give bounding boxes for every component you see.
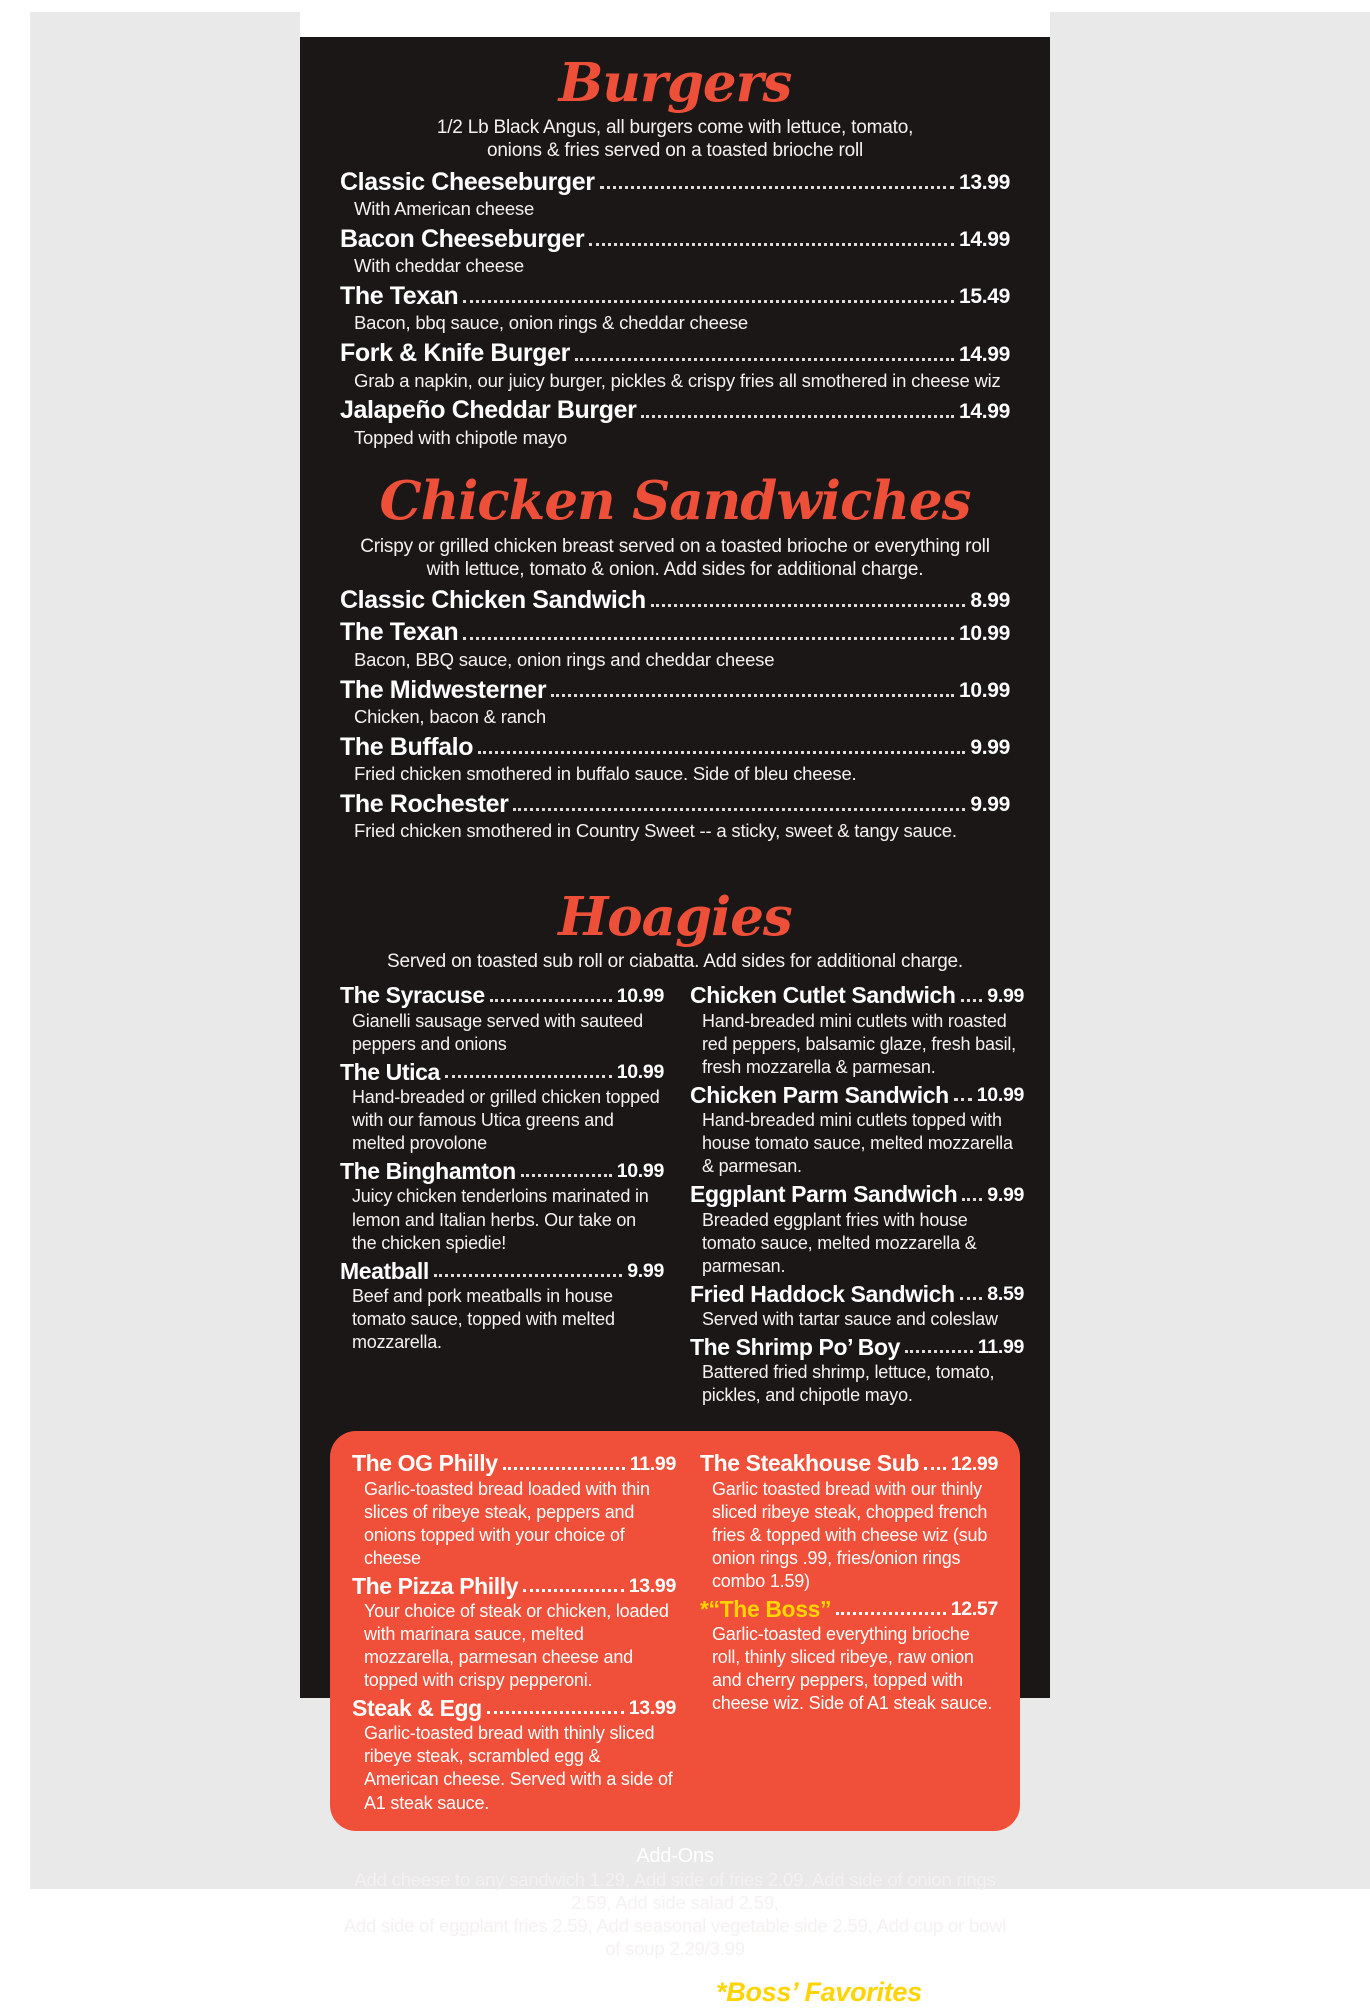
dot-leader: [463, 637, 954, 640]
menu-item-description: Breaded eggplant fries with house tomato sauce, melted mozzarella & parmesan.: [702, 1209, 977, 1276]
item-list: [340, 169, 1010, 450]
menu-item: [340, 734, 1010, 762]
menu-item-price: 9.99: [987, 984, 1025, 1007]
menu-item-description: Garlic toasted bread with our thinly sliced ribeye steak, chopped french fries & topped with cheese wiz (sub onion rings .99, fries/onion rings combo 1.59): [712, 1478, 988, 1591]
menu-item: [340, 340, 1010, 368]
left-column: [340, 979, 664, 1409]
section-intro: [340, 535, 1010, 581]
dot-leader: [487, 1711, 624, 1714]
menu-item-price: 11.99: [977, 1336, 1025, 1359]
menu-item-name: The Steakhouse Sub: [700, 1450, 920, 1477]
menu-item: [700, 1451, 998, 1476]
menu-item: [340, 1060, 664, 1085]
dot-leader: [954, 1098, 972, 1101]
menu-item: [690, 1335, 1024, 1360]
menu-item-name: Classic Cheeseburger: [340, 167, 595, 196]
intro-line: 1/2 Lb Black Angus, all burgers come with lettuce, tomato,: [436, 117, 914, 139]
menu-item-description: Juicy chicken tenderloins marinated in lemon and Italian herbs. Our take on the chicken spiedie!: [352, 1186, 649, 1253]
menu-item-description: Hand-breaded mini cutlets topped with house tomato sauce, melted mozzarella & parmesan.: [702, 1110, 1013, 1177]
footer-note: [340, 1977, 1010, 2008]
dot-leader: [600, 186, 954, 189]
menu-item: [690, 1083, 1024, 1108]
section-title: Burgers: [558, 52, 792, 114]
dot-leader: [434, 1274, 622, 1277]
menu-item-name: The Midwesterner: [340, 675, 547, 704]
menu-item: [340, 1159, 664, 1184]
menu-item-name: Fork & Knife Burger: [340, 339, 570, 368]
menu-item-description: Fried chicken smothered in buffalo sauce. Side of bleu cheese.: [354, 763, 857, 785]
cash-discount-note: 5% CASH DISCOUNT: [428, 1976, 695, 2007]
menu-item-description: Chicken, bacon & ranch: [354, 706, 547, 728]
menu-item-name: Fried Haddock Sandwich: [690, 1280, 955, 1307]
menu-item-name: Steak & Egg: [352, 1695, 482, 1722]
menu-item: [340, 791, 1010, 819]
menu-item-description: Garlic-toasted bread with thinly sliced ribeye steak, scrambled egg & American cheese. Served with a side of A1 steak sauce.: [364, 1723, 673, 1813]
menu-item-price: 8.99: [970, 589, 1010, 613]
menu-item-name: The Binghamton: [340, 1158, 516, 1185]
menu-item-description: Served with tartar sauce and coleslaw: [702, 1308, 998, 1329]
right-column: [690, 979, 1024, 1409]
menu-item: [352, 1574, 676, 1599]
menu-item: [340, 587, 1010, 615]
menu-item-name: Jalapeño Cheddar Burger: [340, 396, 637, 425]
menu-item-description: Garlic-toasted everything brioche roll, thinly sliced ribeye, raw onion and cherry peppers, topped with cheese wiz. Side of A1 steak sauce.: [712, 1624, 993, 1714]
menu-item: [340, 677, 1010, 705]
menu-item-price: 9.99: [627, 1259, 664, 1282]
menu-item-description: Battered fried shrimp, lettuce, tomato, pickles, and chipotle mayo.: [702, 1362, 995, 1406]
two-column-items: [340, 979, 1025, 1409]
section-title: Hoagies: [558, 886, 792, 949]
menu-item: [340, 1259, 664, 1284]
menu-item-price: 9.99: [970, 736, 1010, 760]
menu-item: [690, 1182, 1024, 1207]
dot-leader: [962, 1198, 982, 1201]
section-title: Chicken Sandwiches: [379, 470, 971, 533]
menu-item: [340, 283, 1010, 311]
dot-leader: [463, 300, 954, 303]
menu-panel: [300, 37, 1050, 2007]
menu-item-price: 13.99: [628, 1697, 676, 1720]
menu-item-name: Eggplant Parm Sandwich: [690, 1181, 958, 1208]
dot-leader: [641, 415, 954, 418]
dot-leader: [523, 1589, 624, 1592]
menu-item-price: 12.57: [950, 1598, 998, 1621]
menu-item-price: 11.99: [629, 1452, 676, 1475]
intro-line: with lettuce, tomato & onion. Add sides for additional charge.: [426, 558, 924, 580]
addons-title: Add-Ons: [636, 1844, 714, 1867]
menu-item-description: With cheddar cheese: [354, 255, 524, 277]
menu-item-price: 9.99: [970, 793, 1010, 817]
specials-left-column: [352, 1447, 676, 1816]
addons-line: Add cheese to any sandwich 1.29, Add side of fries 2.09, Add side of onion rings 2.59, Add side salad 2.59,: [354, 1868, 996, 1913]
menu-item: [340, 169, 1010, 197]
item-list: [340, 587, 1010, 843]
dot-leader: [924, 1467, 946, 1470]
section-intro: [340, 116, 1010, 162]
menu-item-price: 14.99: [958, 399, 1010, 423]
menu-item-description: Topped with chipotle mayo: [354, 426, 568, 448]
menu-item: [340, 397, 1010, 425]
menu-item-name: The Rochester: [340, 789, 509, 818]
dot-leader: [478, 751, 965, 754]
menu-item-price: 12.99: [950, 1452, 998, 1475]
menu-item-name: The Pizza Philly: [352, 1572, 519, 1599]
menu-item-description: Beef and pork meatballs in house tomato sauce, topped with melted mozzarella.: [352, 1285, 615, 1352]
menu-item: [352, 1451, 676, 1476]
menu-item-name: The Shrimp Po’ Boy: [690, 1333, 901, 1360]
menu-item-description: Your choice of steak or chicken, loaded with marinara sauce, melted mozzarella, parmesan cheese and topped with crispy pepperoni.: [364, 1601, 669, 1691]
dot-leader: [445, 1075, 612, 1078]
menu-item-price: 13.99: [628, 1575, 676, 1597]
dot-leader: [836, 1612, 946, 1615]
dot-leader: [960, 1297, 983, 1300]
dot-leader: [589, 243, 954, 246]
boss-favorites-note: *Boss’ Favorites: [716, 1976, 922, 2007]
dot-leader: [651, 604, 966, 607]
dot-leader: [961, 999, 983, 1002]
menu-item-description: Bacon, bbq sauce, onion rings & cheddar cheese: [354, 312, 748, 334]
menu-item-description: Gianelli sausage served with sauteed peppers and onions: [352, 1010, 643, 1054]
menu-item: [340, 983, 664, 1008]
menu-item-price: 10.99: [616, 984, 664, 1007]
menu-item: [690, 983, 1024, 1008]
menu-item-description: Grab a napkin, our juicy burger, pickles & crispy fries all smothered in cheese wiz: [354, 369, 1001, 391]
menu-item-name: Bacon Cheeseburger: [340, 224, 585, 253]
specials-box: [330, 1431, 1020, 1830]
menu-item-name: Meatball: [340, 1257, 429, 1284]
intro-line: onions & fries served on a toasted brioche roll: [486, 140, 864, 162]
menu-item-price: 9.99: [987, 1183, 1025, 1206]
menu-item-name: The Buffalo: [340, 732, 474, 761]
menu-item: [700, 1597, 998, 1622]
menu-sections: [340, 52, 1025, 1409]
menu-item-price: 10.99: [616, 1160, 664, 1183]
dot-leader: [513, 808, 965, 811]
footer-separator: •: [700, 1976, 711, 2007]
dot-leader: [490, 999, 612, 1002]
menu-item-price: 10.99: [958, 621, 1010, 645]
menu-item-price: 13.99: [958, 171, 1010, 195]
intro-line: Crispy or grilled chicken breast served on a toasted brioche or everything roll: [360, 535, 990, 557]
section-burgers: [340, 52, 1010, 449]
intro-line: Served on toasted sub roll or ciabatta. Add sides for additional charge.: [386, 951, 964, 973]
dot-leader: [575, 358, 954, 361]
menu-item-description: Hand-breaded mini cutlets with roasted red peppers, balsamic glaze, fresh basil, fresh mozzarella & parmesan.: [702, 1010, 1016, 1077]
menu-item-description: Garlic-toasted bread loaded with thin slices of ribeye steak, peppers and onions topped with your choice of cheese: [364, 1478, 650, 1568]
menu-item-name: The Utica: [340, 1058, 440, 1085]
menu-item-name: *“The Boss”: [700, 1595, 832, 1622]
paper-top-edge: [300, 0, 1050, 40]
menu-item-price: 10.99: [976, 1084, 1025, 1107]
menu-item-name: The Texan: [340, 281, 459, 310]
menu-item-price: 14.99: [958, 228, 1010, 252]
menu-item-name: Chicken Cutlet Sandwich: [690, 982, 956, 1009]
menu-item-description: Bacon, BBQ sauce, onion rings and cheddar cheese: [354, 648, 775, 670]
dot-leader: [551, 694, 954, 697]
menu-item-price: 15.49: [958, 285, 1010, 309]
menu-item-description: Fried chicken smothered in Country Sweet -- a sticky, sweet & tangy sauce.: [354, 820, 957, 842]
menu-item-price: 14.99: [958, 342, 1010, 366]
menu-item: [340, 226, 1010, 254]
menu-item-name: Chicken Parm Sandwich: [690, 1081, 949, 1108]
addons-section: [340, 1845, 1010, 1961]
menu-item-name: The OG Philly: [352, 1450, 498, 1477]
dot-leader: [521, 1174, 612, 1177]
menu-item-name: Classic Chicken Sandwich: [340, 585, 646, 614]
menu-item-description: Hand-breaded or grilled chicken topped with our famous Utica greens and melted provolone: [352, 1087, 660, 1154]
menu-item-name: The Texan: [340, 618, 459, 647]
section-hoagies: [340, 886, 1025, 1409]
addons-line: Add side of eggplant fries 2.59, Add seasonal vegetable side 2.59, Add cup or bowl of soup 2.29/3.99: [343, 1915, 1007, 1960]
menu-item-price: 10.99: [958, 679, 1010, 703]
menu-item: [340, 619, 1010, 647]
section-intro: [340, 950, 1010, 973]
menu-item-price: 10.99: [616, 1061, 664, 1084]
menu-item-description: With American cheese: [354, 198, 535, 220]
menu-item: [352, 1696, 676, 1721]
menu-item-price: 8.59: [987, 1282, 1025, 1305]
dot-leader: [503, 1467, 625, 1470]
specials-right-column: [700, 1447, 998, 1816]
dot-leader: [905, 1350, 973, 1353]
menu-item-name: The Syracuse: [340, 982, 485, 1009]
section-chicken-sandwiches: [340, 470, 1010, 843]
menu-item: [690, 1282, 1024, 1307]
